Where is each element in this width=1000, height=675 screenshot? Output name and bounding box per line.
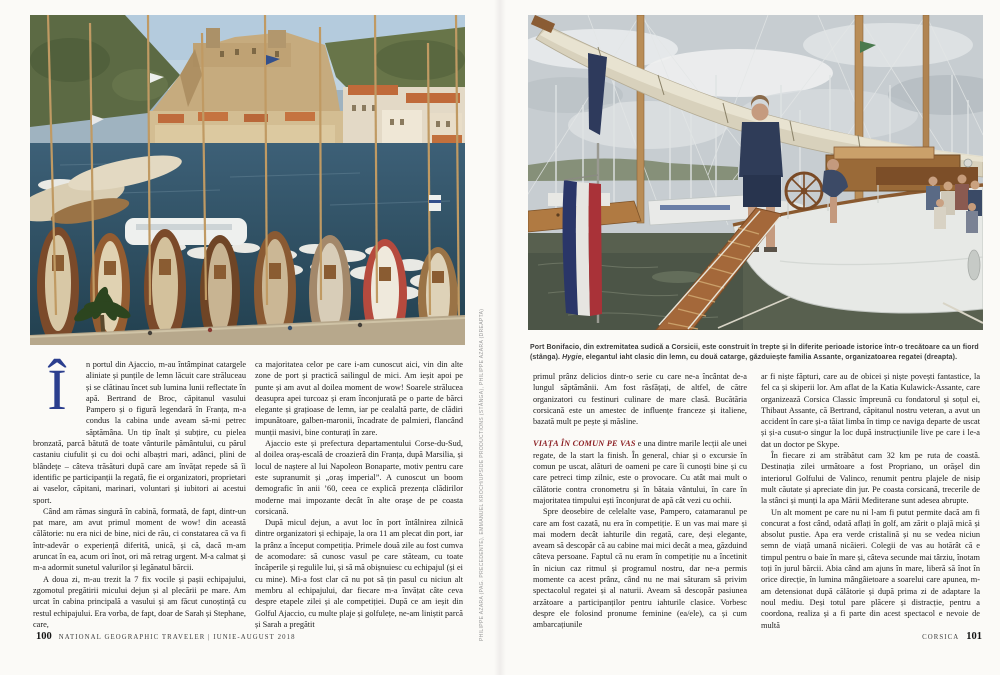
section-subhead: VIAȚA ÎN COMUN PE VAS	[533, 439, 636, 449]
hygie-yacht-illustration	[528, 15, 983, 330]
photo-hygie-yacht	[528, 15, 983, 330]
body-paragraph: Un alt moment pe care nu ni l-am fi putut permite dacă am fi concurat a fost când, odată aflați în golf, am zărit o plajă mică și absolut pustie. Apa era verde cristalină și nu se vedea niciun semn de viață umană nicăieri. Colegii de vas au hotărât că e timpul pentru o baie în mare și, câteva secunde mai târziu, înotam toți în jurul bărcii. Abia când am ajuns în mare, liberă să înot în orice direcție, în lumina mângâietoare a soarelui care apunea, m-am detensionat după călătorie și după prima zi de adaptare la noul mediu. Deși totul pare plăcere și distracție, pentru a coordona, realiza și a fi parte din acest spectacol e nevoie de multă	[761, 507, 980, 630]
body-paragraph: ca majoritatea celor pe care i-am cunoscut aici, vin din alte zone de port și practică sailingul de mici. Am ieșit apoi pe punte și am avut al doilea moment de wow! Soarele strălucea deasupra apei turcoaz și eram înconjurată pe o parte de bărci elegante și grațioase de lemn, iar pe cealaltă parte, de clădiri impunătoare, galben-maronii, încadrate de palmieri, flancând munții masivi, bine conturați în zare.	[255, 360, 463, 437]
body-paragraph: A doua zi, m-au trezit la 7 fix vocile și pașii echipajului, zgomotul pregătirii micului dejun și al plecării pe mare. Am urcat în cabina principală a vasului și am făcut cunoștință cu restul echipajului. Era vorba, de fapt, doar de Sarah și Stephane, care,	[33, 574, 246, 629]
right-page-column-2	[761, 371, 980, 631]
body-paragraph: Ajaccio este și prefectura departamentului Corse-du-Sud, al doilea oraș-escală de croazieră din Franța, după Marsilia, și locul de naștere al lui Napoleon Bonaparte, motiv pentru care este supranumit și „oraș imperial”. A cunoscut un boom demografic în anii ’60, ceea ce explică prezența clădirilor moderne mai impozante decât în alte orașe de pe coasta corsicană.	[255, 439, 463, 516]
body-paragraph: După micul dejun, a avut loc în port întâlnirea zilnică dintre organizatori și echipaje, la ora 11 am plecat din port, iar la prânz a început competiția. Primele două zile au fost cumva de acomodare: să cunosc vasul pe care stăteam, cu toate încăperile și regulile lui, și să mă obișnuiesc cu echipajul (și ei cu mine). Mi-a fost clar că nu pot să țin pasul cu niciun alt membru al echipajului, dar fiecare m-a învățat câte ceva despre etapele zilei și ale competiției. După ce am ieșit din Golful Ajaccio, cu multe plaje și golfulețe, ne-am liniștit parcă și Sarah a pregătit	[255, 518, 463, 629]
right-page-number: 101	[966, 631, 982, 642]
section-name: CORSICA	[922, 634, 960, 641]
drop-cap: Î	[47, 357, 67, 422]
caption-text-2: , elegantul iaht clasic din lemn, cu două catarge, găzduiește familia Assante, organizatoarea regatei (dreapta).	[581, 354, 958, 362]
right-page-footer	[915, 626, 982, 644]
left-page-column-1	[33, 359, 246, 630]
body-paragraph: primul prânz delicios dintr-o serie cu care ne-a încântat de-a lungul săptămânii. Am fost răsfățați, de altfel, de către organizatori cu festinuri culinare de mare clasă. Bucătăria corsicană este un amestec de influențe franceze și italiene, bazată mult pe pește și măsline.	[533, 372, 747, 427]
photo-caption	[530, 343, 982, 363]
body-paragraph-with-subhead	[533, 438, 747, 506]
caption-text-1: Port Bonifacio, din extremitatea sudică a Corsicii, este construit în trepte și în diferite perioade istorice într-o trecătoare ca un fiord (stânga).	[530, 344, 979, 362]
port-bonifacio-illustration	[30, 15, 465, 345]
body-paragraph: În fiecare zi am străbătut cam 32 km pe ruta de coastă. Destinația zilei următoare a fost Propriano, un orășel din interiorul Golfului de Valinco, renumit pentru plajele de nisip mult căutate și apreciate din jur. Pe coasta corsicană, trecerile de la stânci și munți la apa Mării Mediterane sunt adesea abrupte.	[761, 451, 980, 506]
caption-yacht-name: Hygie	[562, 354, 582, 362]
paragraph-text: e una dintre marile lecții ale unei regate, de la start la finish. În general, chiar și o excursie în comun pe uscat, alături de oameni pe care îi cunoști bine și cu care petreci timp zilnic, este o provocare. Cu atât mai mult o călătorie contra cronometru și în bătaia vântului, în care în majoritatea timpului ești înconjurat de apă cât vezi cu ochii.	[533, 439, 747, 505]
paragraph-text: n portul din Ajaccio, m-au întâmpinat catargele aliniate și punțile de lemn lăcuit care străluceau și se clătinau încet sub lumina lunii reflectate în apă. Bertrand de Broc, căpitanul vasului Pampero și o figură legendară în Franța, m-a condus la cabina unde aveam să-mi petrec săptămâna. Un tip înalt și subțire, cu pielea bronzată, parcă bătută de toate vânturile pământului, cu părul castaniu ciufulit și cu doi ochi albaștri mari, adânci, plini de blândețe – câteva trăsături după care am învățat repede să îi identific pe participanții la regată, fie ei organizatori, proprietari ai vaselor, căpitani, marinari, voluntari și iubitori ai acestui sport.	[33, 360, 246, 505]
publication-name: NATIONAL GEOGRAPHIC TRAVELER | IUNIE-AUGUST 2018	[58, 634, 296, 641]
body-paragraph	[33, 359, 246, 506]
body-paragraph: Spre deosebire de celelalte vase, Pampero, catamaranul pe care am fost cazată, nu era în competiție. E un vas mai mare și mai modern decât iahturile din regată, care, deși elegante, aveam să descopăr că au cabine mai mici decât a mea, găzduind câteva persoane. Faptul că nu eram în competiție nu a încetinit în niciun caz ritmul și programul nostru, dar ne-a permis momente ca acest prânz, când nu ne mai săturam să privim spectacolul regatei și al naturii. Aveam să descopăr pasiunea arzătoare a participanților pentru iahturile clasice. Vorbesc despre ele folosind pronume feminine (ea/ele), ca și cum ambarcațiunile	[533, 507, 747, 630]
right-page-column-1	[533, 371, 747, 631]
photo-credit: PHILIPPE AZARA (PAG. PRECEDENTE), EMMANUEL KROCH/UPSIDE PRODUCTIONS (STÂNGA), PHILIPPE AZARA (DREAPTA)	[479, 308, 485, 641]
body-paragraph: Când am rămas singură în cabină, formată, de fapt, dintr-un pat mare, am avut primul moment de wow! din această călătorie: nu era nici de bine, nici de rău, ci constatarea că va fi într-adevăr o experiență diferită, unică, și că, dacă m-am aruncat în ea, acum ori înot, ori mă retrag urgent. M-a calmat și m-a adormit sunetul valurilor și legănatul bărcii.	[33, 506, 246, 573]
body-paragraph: ar fi niște făpturi, care au de obicei și niște povești fantastice, la fel ca și skiperii lor. Am aflat de la Katia Kulawick-Assante, care organizează Corsica Classic împreună cu fondatorul și soțul ei, Thibaut Assante, că Bertrand, căpitanul nostru veteran, a avut un accident în care și-a tăiat limba în timp ce naviga departe de uscat și și-a cusut-o singur la loc după instrucțiunile live pe care i le-a dat un doctor pe Skype.	[761, 372, 980, 449]
steering-wheel	[786, 173, 822, 209]
left-page-number: 100	[36, 631, 52, 642]
left-page-column-2	[255, 359, 463, 630]
photo-port-bonifacio	[30, 15, 465, 345]
left-page-footer	[36, 626, 303, 644]
page-fold	[494, 0, 506, 675]
